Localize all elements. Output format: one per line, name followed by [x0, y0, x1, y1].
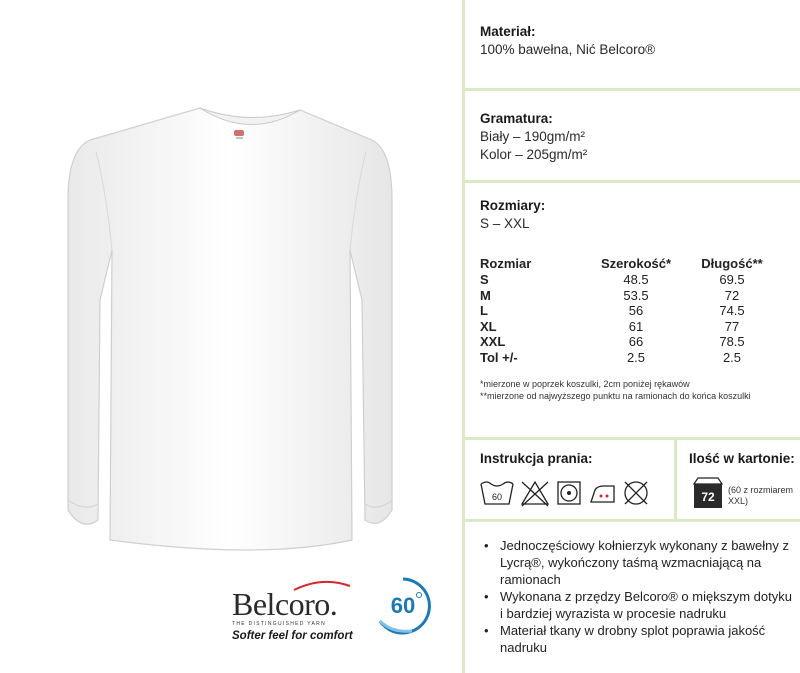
material-value: 100% bawełna, Nić Belcoro® [480, 42, 656, 57]
length-cell: 69.5 [719, 272, 745, 287]
iron-icon [591, 486, 614, 502]
size-cell: XXL [480, 334, 506, 349]
carton-label: Ilość w kartonie: [689, 451, 795, 466]
divider-2 [465, 180, 800, 183]
table-row [480, 334, 780, 350]
col-header-length: Długość** [701, 255, 763, 271]
width-cell: 61 [628, 318, 644, 334]
divider-1 [465, 88, 800, 91]
washing-label: Instrukcja prania: [480, 451, 593, 466]
belcoro-wordmark: Belcoro. [232, 586, 338, 622]
size-cell: Tol +/- [480, 349, 518, 365]
width-cell: 2.5 [626, 349, 646, 365]
size-cell: L [480, 303, 488, 318]
length-cell: 74.5 [719, 303, 745, 318]
list-item: • Wykonana z przędzy Belcoro® o miększym dotyku i bardziej wyrazista w procesie nadruku [480, 588, 795, 622]
no-bleach-icon [522, 482, 548, 506]
sizes-range: S – XXL [480, 216, 530, 231]
width-note: *mierzone w poprzek koszulki, 2cm poniżej rękawów [480, 379, 690, 389]
size-table-header [480, 254, 780, 272]
size-notes [480, 378, 751, 402]
size-cell: M [480, 287, 491, 303]
table-row [480, 303, 780, 319]
belcoro-logo [232, 588, 353, 642]
length-cell: 72 [724, 287, 740, 303]
col-header-size: Rozmiar [480, 255, 532, 271]
length-cell: 2.5 [722, 349, 742, 365]
divider-3 [465, 437, 800, 440]
material-section [480, 23, 655, 59]
carton-note: (60 z rozmiarem XXL) [728, 485, 794, 506]
vertical-divider [462, 0, 465, 673]
wash-60-icon [481, 482, 513, 504]
sixty-degree-circle-icon [372, 575, 434, 637]
length-cell: 78.5 [719, 334, 745, 349]
carton-box-icon [692, 476, 724, 510]
belcoro-tagline: THE DISTINGUISHED YARN [232, 621, 326, 627]
width-cell: 53.5 [623, 287, 649, 303]
belcoro-swoosh-icon [292, 578, 352, 592]
length-note: **mierzone od najwyższego punktu na ramionach do końca koszulki [480, 391, 751, 401]
carton-count: 72 [701, 490, 715, 504]
table-row [480, 288, 780, 304]
sizes-section [480, 197, 545, 233]
list-item: • Jednoczęściowy kołnierzyk wykonany z bawełny z Lycrą®, wykończony taśmą wzmacniającą na ramionach [480, 537, 795, 588]
no-dry-clean-icon [625, 482, 647, 504]
washing-section [480, 450, 593, 468]
width-cell: 66 [628, 334, 644, 349]
width-cell: 56 [628, 303, 644, 318]
size-cell: XL [480, 318, 497, 334]
svg-text:60: 60 [491, 492, 503, 502]
sixty-degree-logo [372, 575, 434, 642]
tumble-dry-icon [558, 482, 580, 504]
weight-section [480, 110, 587, 164]
length-cell: 77 [724, 318, 740, 334]
divider-care-carton [674, 440, 677, 520]
table-row [480, 350, 780, 366]
list-item: • Materiał tkany w drobny splot poprawia jakość nadruku [480, 622, 795, 656]
carton-section [689, 450, 795, 468]
width-cell: 48.5 [623, 272, 649, 287]
feature-list [480, 537, 795, 656]
care-symbols [478, 476, 668, 510]
belcoro-slogan: Softer feel for comfort [232, 630, 353, 642]
size-cell: S [480, 272, 489, 287]
divider-4 [465, 519, 800, 522]
table-row [480, 319, 780, 335]
weight-color: Kolor – 205gm/m² [480, 147, 588, 162]
table-row [480, 272, 780, 288]
sixty-text: 60 [390, 593, 416, 618]
col-header-width: Szerokość* [600, 255, 672, 271]
weight-label: Gramatura: [480, 111, 553, 126]
weight-white: Biały – 190gm/m² [480, 129, 586, 144]
material-label: Materiał: [480, 24, 536, 39]
sizes-label: Rozmiary: [480, 198, 546, 213]
size-table [480, 254, 780, 365]
